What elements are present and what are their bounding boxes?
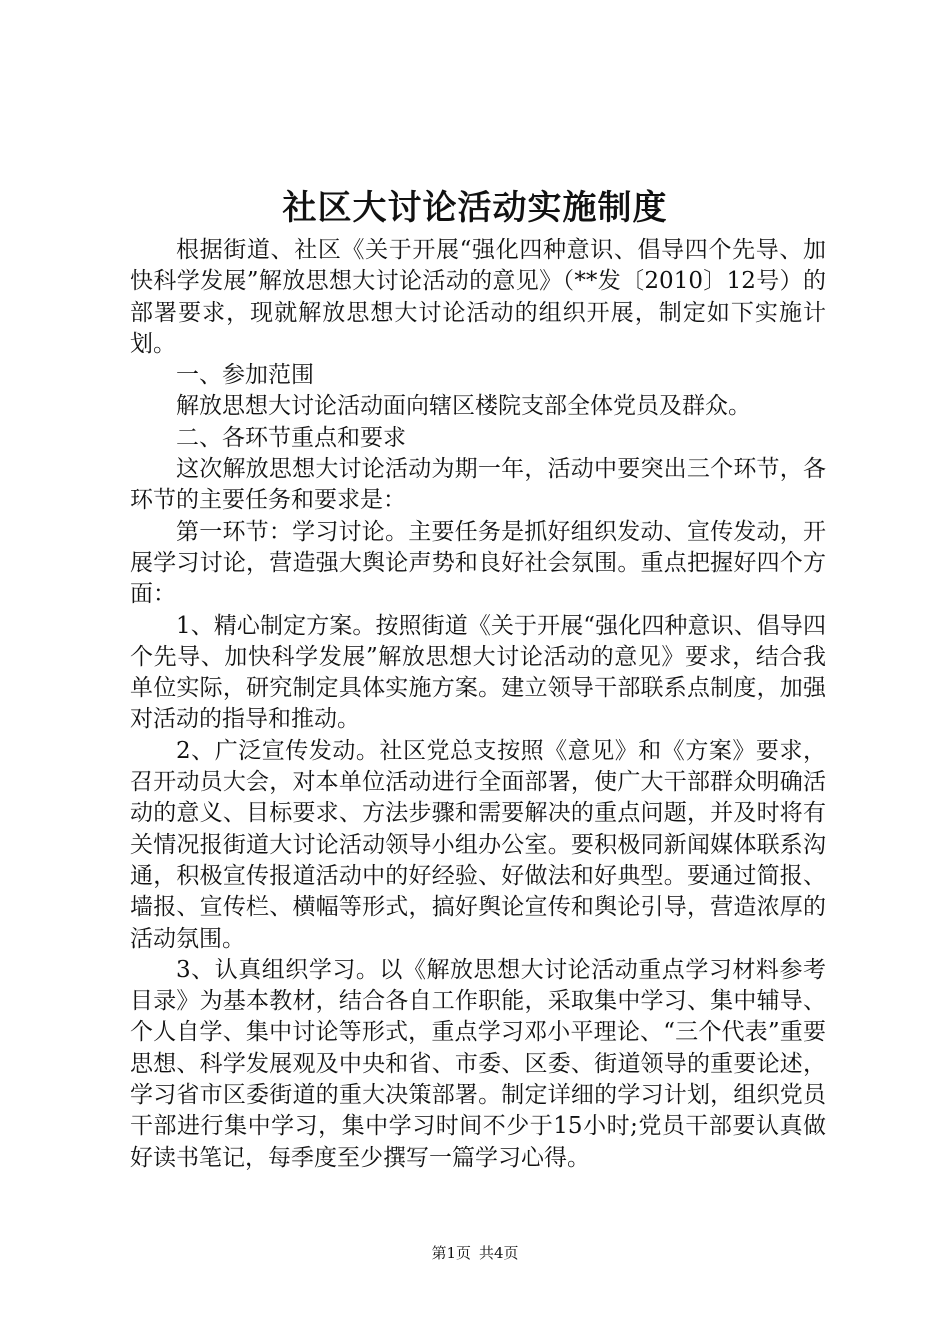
page-footer (0, 1243, 950, 1263)
document-body (130, 235, 826, 1174)
paragraph-item-2: 2、广泛宣传发动。社区党总支按照《意见》和《方案》要求，召开动员大会，对本单位活动进行全面部署，使广大干部群众明确活动的意义、目标要求、方法步骤和需要解决的重点问题，并及时将有关情况报街道大讨论活动领导小组办公室。要积极同新闻媒体联系沟通，积极宣传报道活动中的好经验、好做法和好典型。要通过简报、墙报、宣传栏、横幅等形式，搞好舆论宣传和舆论引导，营造浓厚的活动氛围。 (130, 737, 826, 952)
section-heading-stages: 二、各环节重点和要求 (176, 424, 406, 451)
page-total: 共4页 (479, 1244, 519, 1262)
paragraph-item-3: 3、认真组织学习。以《解放思想大讨论活动重点学习材料参考目录》为基本教材，结合各自工作职能，采取集中学习、集中辅导、个人自学、集中讨论等形式，重点学习邓小平理论、“三个代表”重要思想、科学发展观及中央和省、市委、区委、街道领导的重要论述，学习省市区委街道的重大决策部署。制定详细的学习计划，组织党员干部进行集中学习，集中学习时间不少于15小时;党员干部要认真做好读书笔记，每季度至少撰写一篇学习心得。 (130, 956, 826, 1171)
document-title: 社区大讨论活动实施制度 (282, 188, 668, 228)
paragraph-stage-one: 第一环节：学习讨论。主要任务是抓好组织发动、宣传发动，开展学习讨论，营造强大舆论声势和良好社会氛围。重点把握好四个方面： (130, 518, 826, 608)
paragraph-item-1: 1、精心制定方案。按照街道《关于开展“强化四种意识、倡导四个先导、加快科学发展”解放思想大讨论活动的意见》要求，结合我单位实际，研究制定具体实施方案。建立领导干部联系点制度，加强对活动的指导和推动。 (130, 612, 826, 733)
section-heading-scope: 一、参加范围 (176, 362, 314, 389)
paragraph-scope: 解放思想大讨论活动面向辖区楼院支部全体党员及群众。 (176, 393, 751, 420)
paragraph-intro: 根据街道、社区《关于开展“强化四种意识、倡导四个先导、加快科学发展”解放思想大讨论活动的意见》（**发〔2010〕12号）的部署要求，现就解放思想大讨论活动的组织开展，制定如下实施计划。 (130, 237, 826, 357)
page-number: 第1页 (431, 1244, 471, 1262)
paragraph-stages: 这次解放思想大讨论活动为期一年，活动中要突出三个环节，各环节的主要任务和要求是： (130, 456, 826, 514)
